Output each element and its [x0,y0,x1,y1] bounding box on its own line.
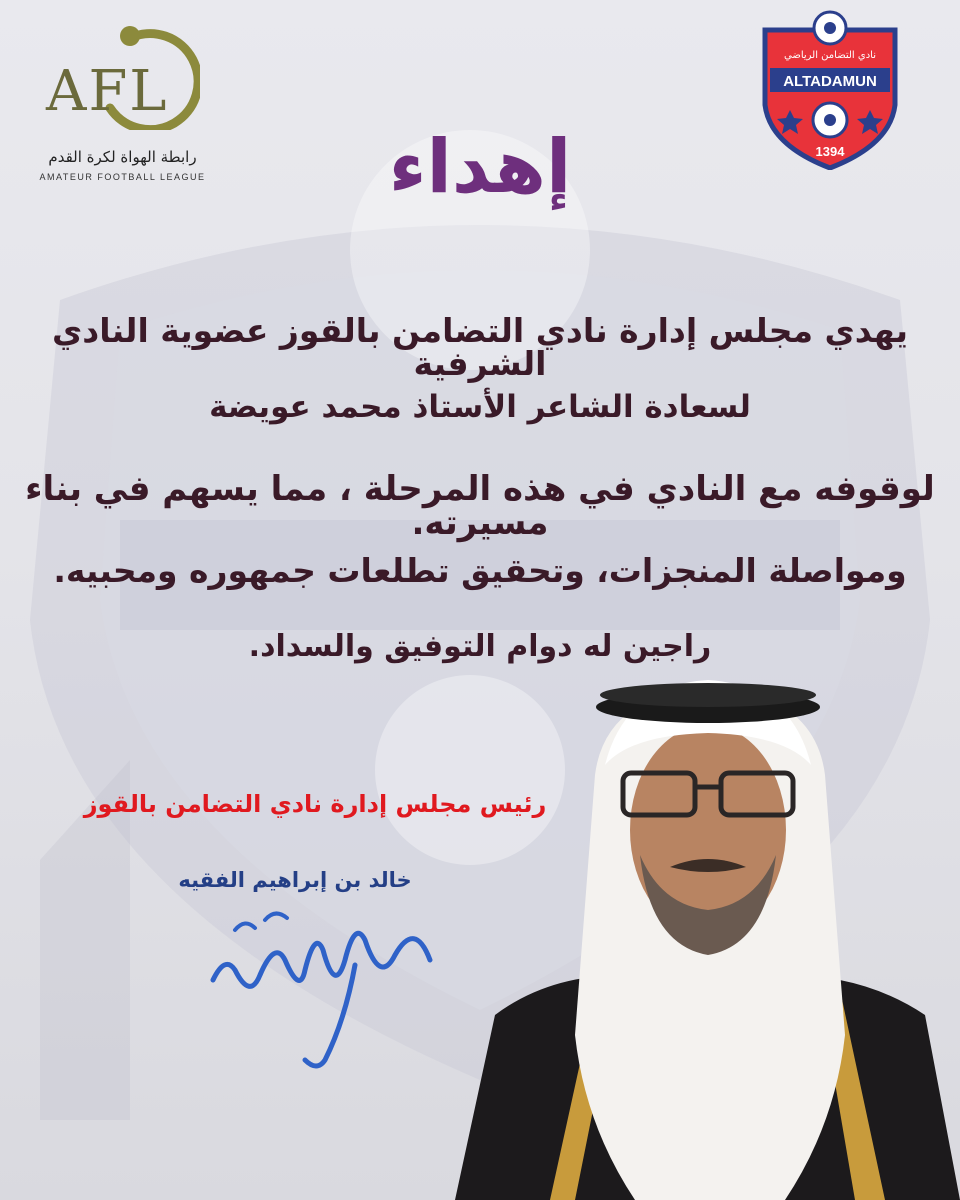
handwritten-signature [205,900,445,1075]
svg-text:ALTADAMUN: ALTADAMUN [783,73,877,90]
afl-english-name: AMATEUR FOOTBALL LEAGUE [39,172,206,182]
body-line-3: لوقوفه مع النادي في هذه المرحلة ، مما يسهم في بناء مسيرته. [25,469,935,543]
body-line-4: ومواصلة المنجزات، وتحقيق تطلعات جمهوره ومحبيه. [53,551,907,590]
body-line-5: راجين له دوام التوفيق والسداد. [248,629,712,664]
body-line-2: لسعادة الشاعر الأستاذ محمد عويضة [209,389,751,425]
chairman-portrait [455,655,960,1200]
chairman-title: رئيس مجلس إدارة نادي التضامن بالقوز [83,790,547,818]
svg-text:نادي التضامن الرياضي: نادي التضامن الرياضي [784,50,876,61]
chairman-name: خالد بن إبراهيم الفقيه [178,868,412,892]
afl-logo-text: AFL [46,59,169,124]
page-title: إهداء [388,124,572,210]
body-line-1: يهدي مجلس إدارة نادي التضامن بالقوز عضوية النادي الشرفية [52,311,908,383]
svg-text:1394: 1394 [815,144,845,159]
afl-arabic-name: رابطة الهواة لكرة القدم [48,148,197,166]
